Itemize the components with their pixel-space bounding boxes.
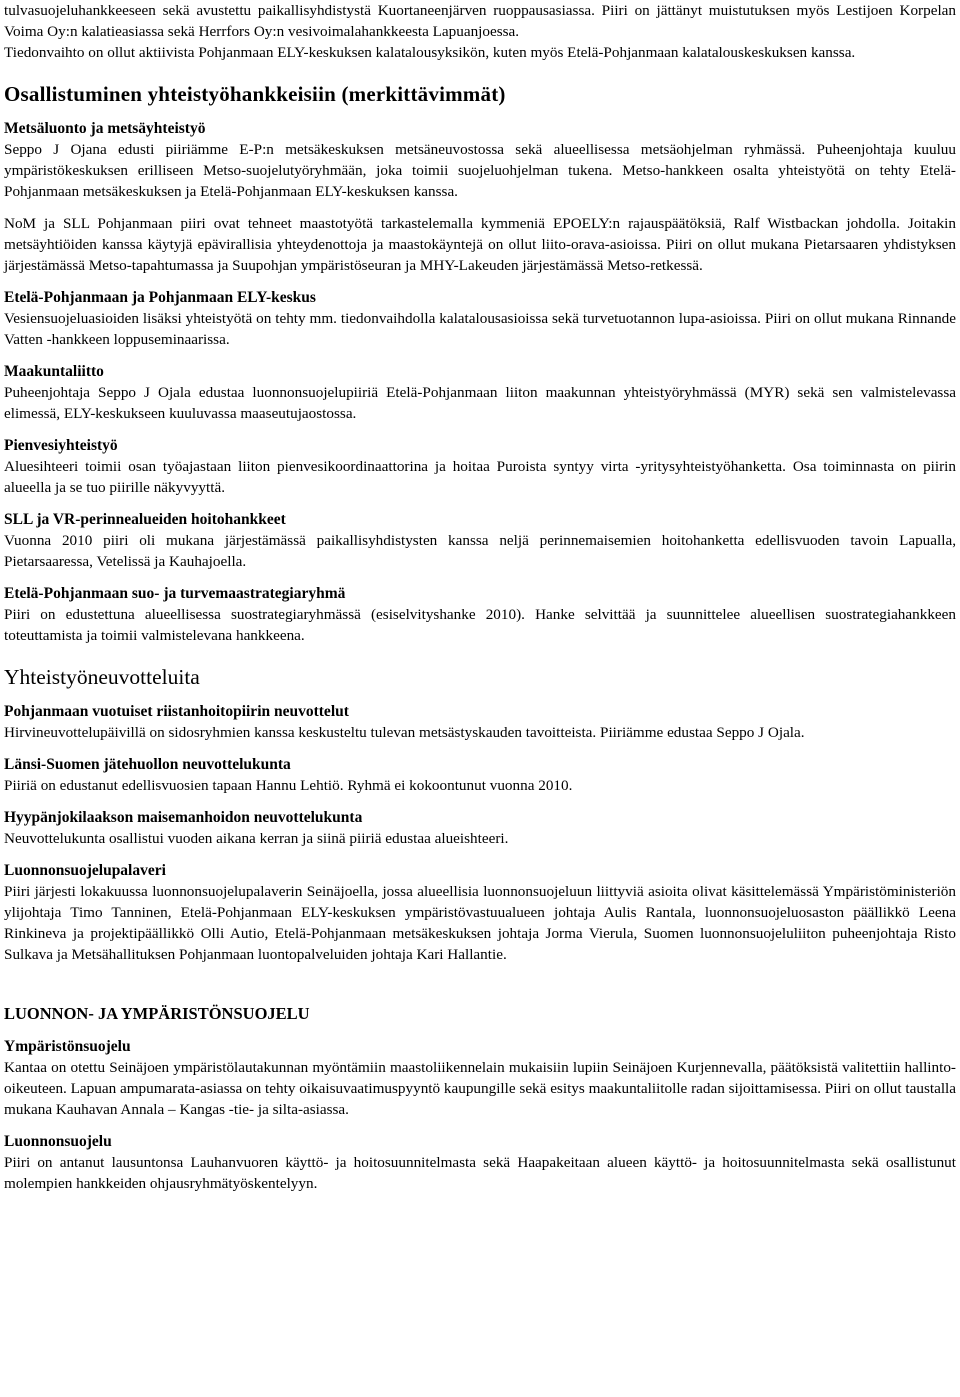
intro-paragraph-2: Tiedonvaihto on ollut aktiivista Pohjanmaan ELY-keskuksen kalatalousyksikön, kuten myös Etelä-Pohjanmaan kalatalouskeskuksen kanssa. <box>4 44 856 61</box>
perinne-paragraph: Vuonna 2010 piiri oli mukana järjestämässä paikallisyhdistysten kanssa neljä perinnemaisemien hoitohanketta edellisvuoden tavoin Lapualla, Pietarsaaressa, Vetelissä ja Kauhajoella. <box>4 532 956 570</box>
subheading-palaveri: Luonnonsuojelupalaveri <box>4 862 166 879</box>
ely-paragraph: Vesiensuojeluasioiden lisäksi yhteistyötä on tehty mm. tiedonvaihdolla kalatalousasioissa sekä turvetuotannon lupa-asioissa. Piiri on ollut mukana Rinnande Vatten -hankkeen loppuseminaarissa. <box>4 310 956 348</box>
hyypa-paragraph: Neuvottelukunta osallistui vuoden aikana kerran ja siinä piiriä edustaa alueishteeri. <box>4 830 509 847</box>
subheading-jatehuolto: Länsi-Suomen jätehuollon neuvottelukunta <box>4 756 291 773</box>
riista-paragraph: Hirvineuvottelupäivillä on sidosryhmien kanssa keskusteltu tulevan metsästyskauden tavoitteista. Piiriämme edustaa Seppo J Ojala. <box>4 724 805 741</box>
section-heading-osallistuminen: Osallistuminen yhteistyöhankkeisiin (merkittävimmät) <box>4 82 506 106</box>
ymparistonsuojelu-paragraph: Kantaa on otettu Seinäjoen ympäristölautakunnan myöntämiin maastoliikennelain mukaisiin lupiin Seinäjoen Kurjennevalla, päätöksistä valitettiin hallinto-oikeuteen. Lapuan ampumarata-asiassa on tehty oikaisuvaatimuspyyntö kaupungille sekä esitys maakuntaliitolle radan sijoittamisessa. Piiri on ollut taustalla mukana Kauhavan Annala – Kangas -tie- ja silta-asiassa. <box>4 1059 956 1118</box>
subheading-luonnonsuojelu: Luonnonsuojelu <box>4 1133 112 1150</box>
section-heading-neuvottelut: Yhteistyöneuvotteluita <box>4 665 200 689</box>
subheading-riista: Pohjanmaan vuotuiset riistanhoitopiirin neuvottelut <box>4 703 349 720</box>
subheading-pienvesi: Pienvesiyhteistyö <box>4 437 118 454</box>
luonnonsuojelu-paragraph: Piiri on antanut lausuntonsa Lauhanvuoren käyttö- ja hoitosuunnitelmasta sekä Haapakeitaan alueen käyttö- ja hoitosuunnitelmasta sekä osallistunut molempien hankkeiden ohjausryhmätyöskentelyyn. <box>4 1154 956 1192</box>
jatehuolto-paragraph: Piiriä on edustanut edellisvuosien tapaan Hannu Lehtiö. Ryhmä ei kokoontunut vuonna 2010. <box>4 777 573 794</box>
subheading-maakuntaliitto: Maakuntaliitto <box>4 363 104 380</box>
subheading-perinne: SLL ja VR-perinnealueiden hoitohankkeet <box>4 511 286 528</box>
suostrategia-paragraph: Piiri on edustettuna alueellisessa suostrategiaryhmässä (esiselvityshanke 2010). Hanke selvittää ja suunnittelee alueellisen suostrategiahankkeen toteuttamista ja toimii valmistelevana hankkeena. <box>4 606 956 644</box>
maakuntaliitto-paragraph: Puheenjohtaja Seppo J Ojala edustaa luonnonsuojelupiiriä Etelä-Pohjanmaan liiton maakunnan yhteistyöryhmässä (MYR) sekä sen valmistelevassa elimessä, ELY-keskukseen kuuluvassa maaseutujaostossa. <box>4 384 956 422</box>
section-heading-luonnonsuojelu: LUONNON- JA YMPÄRISTÖNSUOJELU <box>4 1004 310 1023</box>
subheading-ely: Etelä-Pohjanmaan ja Pohjanmaan ELY-keskus <box>4 289 316 306</box>
metsaluonto-paragraph-1: Seppo J Ojana edusti piiriämme E-P:n metsäkeskuksen metsäneuvostossa sekä alueellisessa metsäohjelman ryhmässä. Puheenjohtaja kuuluu ympäristökeskuksen erilliseen Metso-suojelutyöryhmään, joka toimii suojeluohjelman tukena. Metso-hankkeen osalta yhteistyötä on tehty Etelä-Pohjanmaan metsäkeskuksen ja Etelä-Pohjanmaan ELY-keskuksen kanssa. <box>4 141 956 200</box>
metsaluonto-paragraph-2: NoM ja SLL Pohjanmaan piiri ovat tehneet maastotyötä tarkastelemalla kymmeniä EPOELY:n rajauspäätöksiä, Ralf Wistbackan johdolla. Joitakin metsäyhtiöiden kanssa käytyjä epävirallisia yhteydenottoja ja maastokäyntejä on ollut liito-orava-asioissa. Piiri on ollut mukana Pietarsaaren yhdistyksen järjestämässä Metso-tapahtumassa ja Suupohjan ympäristöseuran ja MHY-Lakeuden järjestämässä Metso-retkessä. <box>4 215 956 274</box>
palaveri-paragraph: Piiri järjesti lokakuussa luonnonsuojelupalaverin Seinäjoella, jossa alueellisia luonnonsuojeluun liittyviä asioita olivat käsittelemässä Ympäristöministeriön ylijohtaja Timo Tanninen, Etelä-Pohjanmaan ELY-keskuksen ympäristövastuualueen johtaja Aulis Rantala, luonnonsuojeluosaston päällikkö Leena Rinkineva ja projektipäällikkö Olli Autio, Etelä-Pohjanmaan metsäkeskuksen johtaja Jorma Vierula, Suomen luonnonsuojeluliiton puheenjohtaja Risto Sulkava ja Metsähallituksen Pohjanmaan luontopalveluiden johtaja Kari Hallantie. <box>4 883 956 963</box>
intro-paragraph-1: tulvasuojeluhankkeeseen sekä avustettu paikallisyhdistystä Kuortaneenjärven ruoppausasiassa. Piiri on jättänyt muistutuksen myös Lestijoen Korpelan Voima Oy:n kalatieasiassa sekä Herrfors Oy:n vesivoimalahankkeesta Lapuanjoessa. <box>4 2 956 40</box>
pienvesi-paragraph: Aluesihteeri toimii osan työajastaan liiton pienvesikoordinaattorina ja hoitaa Puroista syntyy virta -yritysyhteistyöhanketta. Osa toiminnasta on piirin alueella ja se tuo piirille näkyvyyttä. <box>4 458 956 496</box>
subheading-hyypa: Hyypänjokilaakson maisemanhoidon neuvottelukunta <box>4 809 363 826</box>
subheading-ymparistonsuojelu: Ympäristönsuojelu <box>4 1038 131 1055</box>
subheading-metsaluonto: Metsäluonto ja metsäyhteistyö <box>4 120 206 137</box>
subheading-suostrategia: Etelä-Pohjanmaan suo- ja turvemaastrategiaryhmä <box>4 585 346 602</box>
